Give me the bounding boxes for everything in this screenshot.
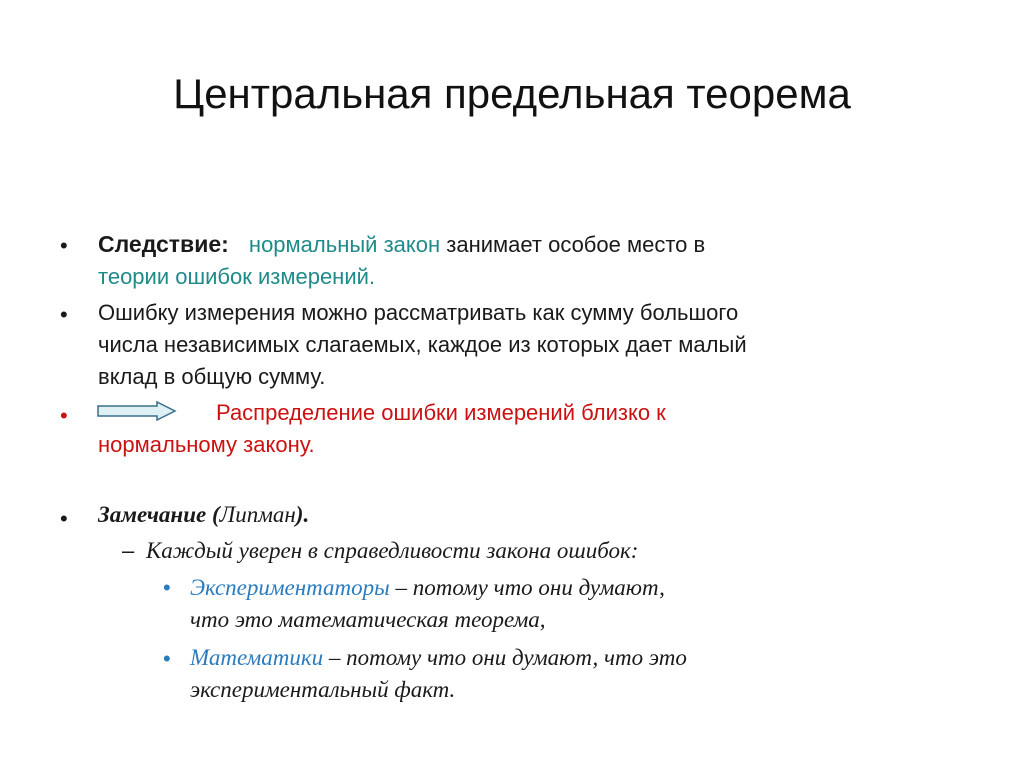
remark-author: Липман — [219, 502, 296, 527]
experimenters-line2: что это математическая теорема, — [190, 607, 546, 632]
remark-label: Замечание ( — [98, 502, 220, 527]
error-sum-line1: Ошибку измерения можно рассматривать как сумму большого — [98, 300, 739, 325]
bullet-marker: • — [60, 506, 68, 531]
bullet-distribution — [98, 397, 958, 461]
experimenters-label: Экспериментаторы — [190, 575, 390, 600]
consequence-normal-law: нормальный закон — [248, 232, 441, 257]
error-sum-line3: вклад в общую сумму. — [98, 364, 326, 389]
subsub-mathematicians — [190, 642, 990, 706]
bullet-marker: • — [60, 302, 68, 327]
bullet-marker: • — [163, 646, 171, 671]
distribution-line1: Распределение ошибки измерений близко к — [216, 400, 666, 425]
distribution-line2: нормальному закону. — [98, 432, 315, 457]
consequence-label: Следствие: — [98, 231, 229, 257]
bullet-consequence — [98, 228, 958, 293]
sub-everyone-believes: Каждый уверен в справедливости закона ошибок: — [146, 538, 639, 563]
remark-close: ). — [295, 502, 310, 527]
dash-marker: – — [122, 538, 135, 563]
experimenters-rest: – потому что они думают, — [389, 575, 665, 600]
subsub-experimenters — [190, 572, 990, 636]
mathematicians-rest: – потому что они думают, что это — [323, 645, 687, 670]
slide-title: Центральная предельная теорема — [173, 70, 851, 117]
consequence-text: занимает особое место в — [440, 232, 706, 257]
bullet-marker: • — [163, 575, 171, 600]
error-sum-line2: числа независимых слагаемых, каждое из которых дает малый — [98, 332, 747, 357]
remark — [98, 499, 798, 531]
bullet-error-sum — [98, 297, 978, 393]
bullet-marker: • — [60, 403, 68, 428]
bullet-marker: • — [60, 233, 68, 258]
mathematicians-line2: экспериментальный факт. — [190, 677, 456, 702]
consequence-measurement-theory: теории ошибок измерений. — [98, 264, 376, 289]
mathematicians-label: Математики — [190, 645, 324, 670]
